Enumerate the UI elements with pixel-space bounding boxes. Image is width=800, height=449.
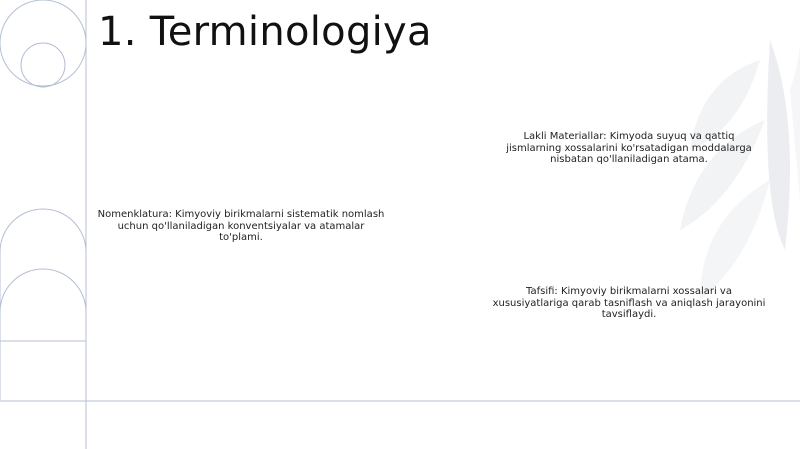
plant-watermark-icon [680, 40, 800, 300]
definition-tafsifi: Tafsifi: Kimyoviy birikmalarni xossalari va xususiyatlariga qarab tasniflash va aniqlash jarayonini tavsiflaydi. [492, 286, 766, 320]
slide-title: 1. Terminologiya [98, 9, 432, 55]
definition-lakli-materiallar: Lakli Materiallar: Kimyoda suyuq va qattiq jismlarning xossalarini ko'rsatadigan moddalarga nisbatan qo'llaniladigan atama. [506, 131, 752, 165]
upper-arch-shape [0, 209, 86, 340]
lower-arch-shape [0, 269, 86, 400]
small-circle-shape [21, 43, 65, 87]
definition-nomenklatura: Nomenklatura: Kimyoviy birikmalarni sistematik nomlash uchun qo'llaniladigan konventsiyalar va atamalar to'plami. [97, 209, 385, 243]
